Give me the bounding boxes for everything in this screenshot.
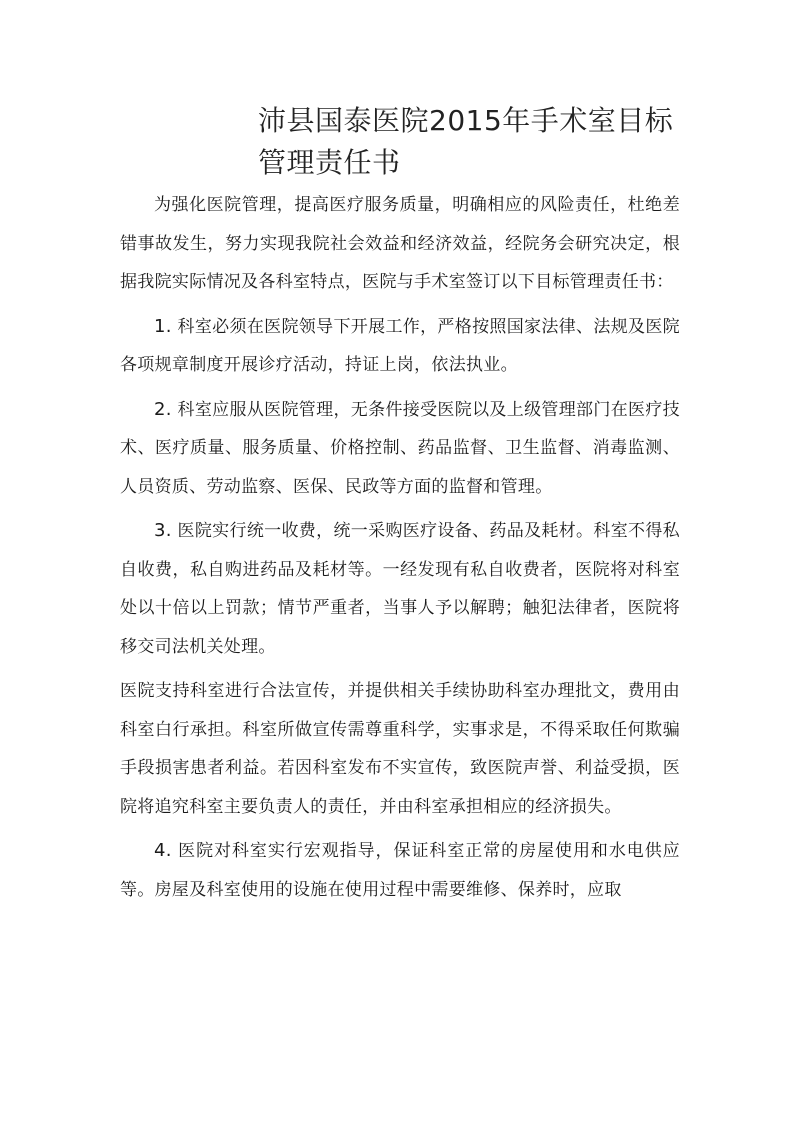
paragraph-text: 医院实行统一收费，统一采购医疗设备、药品及耗材。科室不得私自收费，私自购进药品及耗材等。一经发现有私自收费者，医院将对科室处以十倍以上罚款；情节严重者，当事人予以解聘；触犯法律者，医院将移交司法机关处理。 xyxy=(120,521,680,657)
paragraph-item-1 xyxy=(120,308,680,385)
paragraph-item-3 xyxy=(120,512,680,666)
item-number: 4. xyxy=(154,840,172,861)
paragraph-item-4 xyxy=(120,832,680,909)
paragraph-text: 为强化医院管理，提高医疗服务质量，明确相应的风险责任，杜绝差错事故发生，努力实现我院社会效益和经济效益，经院务会研究决定，根据我院实际情况及各科室特点，医院与手术室签订以下目标管理责任书： xyxy=(120,195,680,292)
item-number: 2. xyxy=(154,398,172,420)
document-title: 沛县国泰医院2015年手术室目标管理责任书 xyxy=(258,104,674,179)
paragraph-item-2 xyxy=(120,391,680,507)
paragraph-text: 科室应服从医院管理，无条件接受医院以及上级管理部门在医疗技术、医疗质量、服务质量、价格控制、药品监督、卫生监督、消毒监测、人员资质、劳动监察、医保、民政等方面的监督和管理。 xyxy=(120,399,680,497)
item-number: 1. xyxy=(154,315,172,337)
paragraph-text: 医院对科室实行宏观指导，保证科室正常的房屋使用和水电供应等。房屋及科室使用的设施在使用过程中需要维修、保养时，应取 xyxy=(120,841,680,900)
paragraph-text: 医院支持科室进行合法宣传，并提供相关手续协助科室办理批文，费用由科室白行承担。科室所做宣传需尊重科学，实事求是，不得采取任何欺骗手段损害患者利益。若因科室发布不实宣传，致医院声誉、利益受损，医院将追究科室主要负责人的责任，并由科室承担相应的经济损失。 xyxy=(120,681,680,817)
item-number: 3. xyxy=(154,520,172,541)
document-body xyxy=(120,186,680,915)
paragraph-intro xyxy=(120,186,680,302)
paragraph-text: 科室必须在医院领导下开展工作，严格按照国家法律、法规及医院各项规章制度开展诊疗活动，持证上岗，依法执业。 xyxy=(120,316,680,375)
paragraph-item-3-continued xyxy=(120,672,680,826)
